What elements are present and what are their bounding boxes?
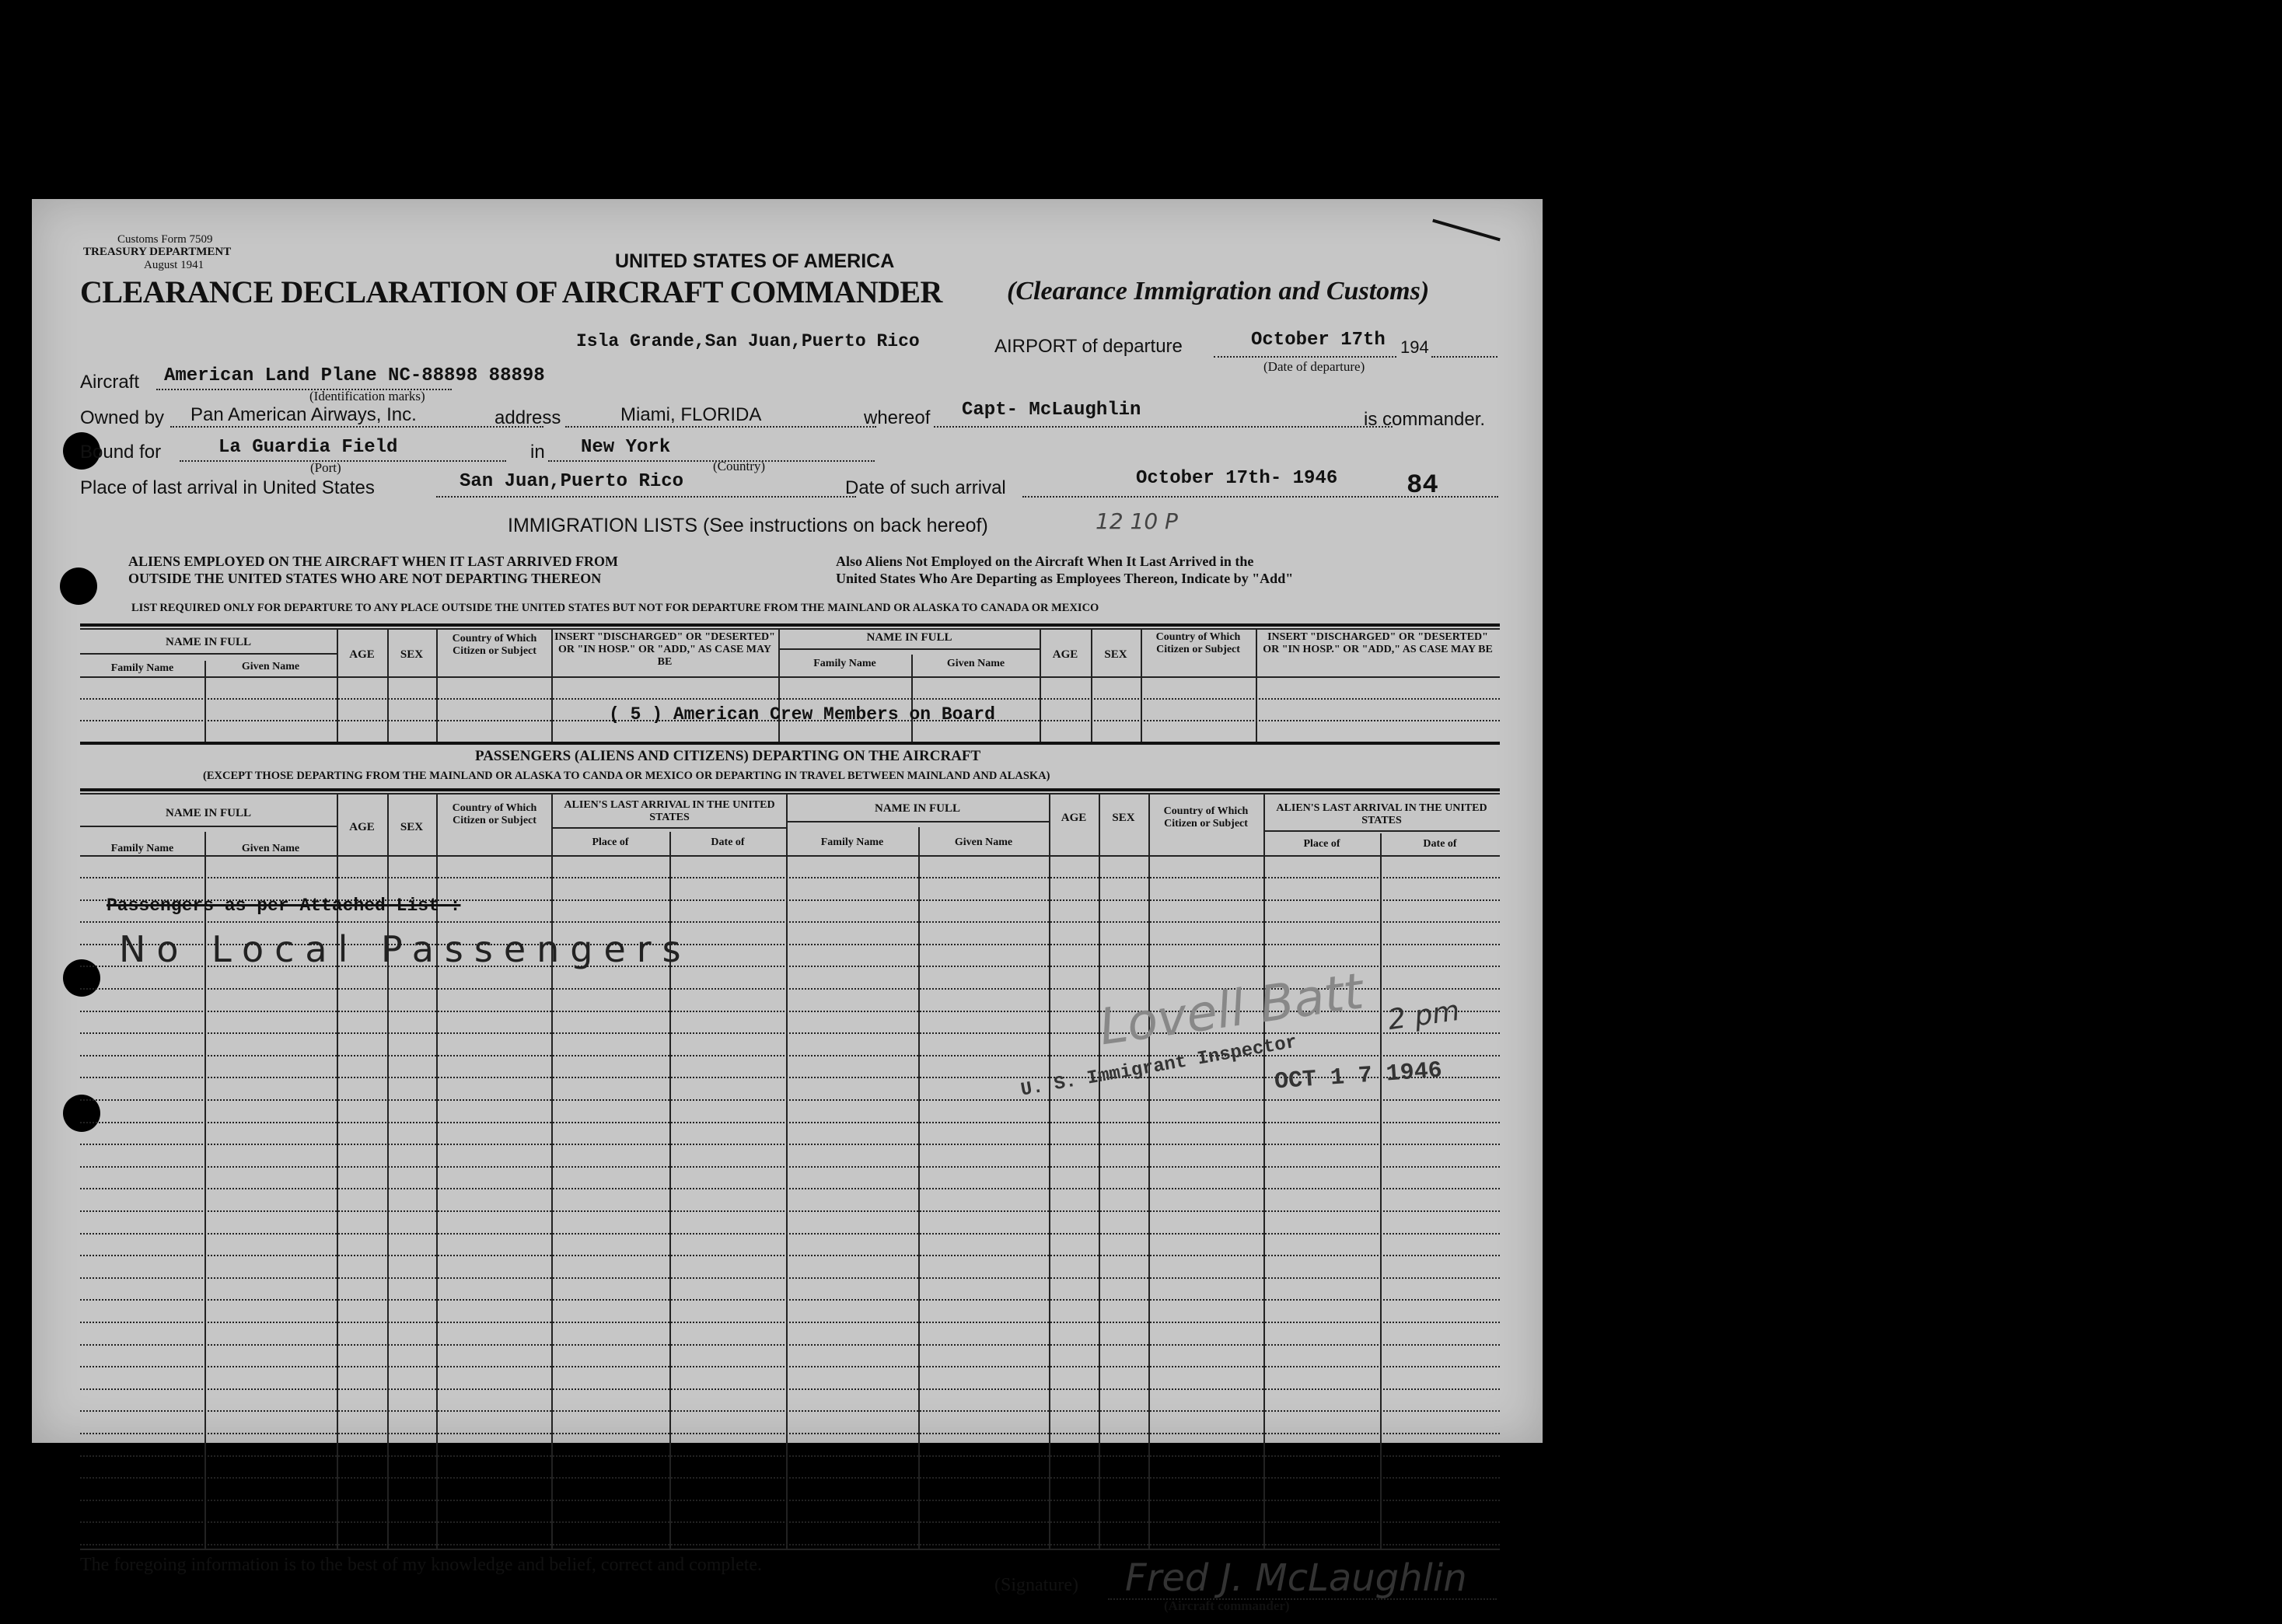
list-required-note: LIST REQUIRED ONLY FOR DEPARTURE TO ANY PLACE OUTSIDE THE UNITED STATES BUT NOT FOR DEPARTURE FROM THE MAINLAND OR ALASKA TO CANADA OR MEXICO bbox=[131, 602, 1099, 614]
pass-col-divider bbox=[1148, 793, 1150, 1549]
crew-table-bottom bbox=[80, 742, 1500, 745]
crew-row-line bbox=[80, 698, 1500, 700]
crew-family-header-right: Family Name bbox=[813, 658, 876, 669]
pass-name-underline bbox=[80, 826, 337, 827]
stamp-date: OCT 1 7 1946 bbox=[1274, 1057, 1443, 1096]
left-list-title-2: OUTSIDE THE UNITED STATES WHO ARE NOT DEPARTING THEREON bbox=[128, 571, 602, 586]
pass-header-bottom bbox=[80, 855, 1500, 857]
crew-country-header-right: Country of Which Citizen or Subject bbox=[1155, 631, 1241, 655]
passenger-row-line bbox=[80, 1144, 1500, 1145]
port-line bbox=[180, 460, 506, 462]
passenger-row-line bbox=[80, 1521, 1500, 1523]
form-number: 84 bbox=[1407, 471, 1438, 501]
pass-country-header-right: Country of Which Citizen or Subject bbox=[1163, 805, 1249, 829]
id-caption: (Identification marks) bbox=[309, 389, 425, 403]
crew-header-bottom bbox=[80, 676, 1500, 678]
pass-name-header: NAME IN FULL bbox=[165, 807, 251, 819]
inspector-signature: Lovell Batt bbox=[1096, 962, 1367, 1057]
pass-date-header: Date of bbox=[711, 836, 745, 848]
punch-hole bbox=[60, 568, 97, 605]
passenger-row-line bbox=[80, 1433, 1500, 1434]
aircraft-value: American Land Plane NC-88898 88898 bbox=[164, 365, 545, 386]
crew-col-divider bbox=[337, 628, 338, 742]
pass-name-header-right: NAME IN FULL bbox=[874, 802, 960, 815]
passenger-row-line bbox=[80, 1055, 1500, 1056]
pass-date-header-right: Date of bbox=[1423, 838, 1457, 850]
crew-given-header: Given Name bbox=[241, 661, 300, 672]
date-caption: (Date of departure) bbox=[1263, 359, 1365, 374]
passenger-row-line bbox=[80, 1322, 1500, 1323]
crew-sex-header: SEX bbox=[400, 648, 424, 661]
passenger-row-line bbox=[80, 1299, 1500, 1301]
left-list-title-1: ALIENS EMPLOYED ON THE AIRCRAFT WHEN IT LAST ARRIVED FROM bbox=[128, 554, 618, 569]
port-caption: (Port) bbox=[310, 460, 341, 475]
pass-last-arrival-header: ALIEN'S LAST ARRIVAL IN THE UNITED STATES bbox=[564, 799, 775, 823]
passenger-table-bottom bbox=[80, 1549, 1500, 1550]
right-list-title-2: United States Who Are Departing as Employees Thereon, Indicate by "Add" bbox=[836, 571, 1294, 586]
crew-age-header: AGE bbox=[349, 648, 375, 661]
passenger-row-line bbox=[80, 1500, 1500, 1501]
signature-caption: (Aircraft commander) bbox=[1164, 1598, 1290, 1613]
crew-family-header: Family Name bbox=[110, 662, 174, 674]
country-title: UNITED STATES OF AMERICA bbox=[615, 250, 895, 272]
pass-sex-header-right: SEX bbox=[1112, 812, 1135, 824]
passengers-heading: PASSENGERS (ALIENS AND CITIZENS) DEPARTING ON THE AIRCRAFT bbox=[475, 748, 981, 764]
crew-name-underline bbox=[80, 653, 337, 655]
crew-name-header-right: NAME IN FULL bbox=[866, 631, 952, 644]
owned-value: Pan American Airways, Inc. bbox=[190, 404, 417, 425]
pass-col-divider bbox=[1099, 793, 1100, 1549]
aircraft-label: Aircraft bbox=[80, 372, 140, 393]
airport-label: AIRPORT of departure bbox=[994, 336, 1183, 357]
passenger-table-top2 bbox=[80, 793, 1500, 795]
country-caption: (Country) bbox=[713, 459, 766, 473]
stamp-time: 2 pm bbox=[1386, 994, 1462, 1037]
pass-age-header: AGE bbox=[349, 821, 375, 833]
pass-place-header-right: Place of bbox=[1303, 838, 1340, 850]
crew-table-top2 bbox=[80, 628, 1500, 630]
passenger-row-line bbox=[80, 1233, 1500, 1235]
crew-sex-header-right: SEX bbox=[1104, 648, 1127, 661]
declaration-text: The foregoing information is to the best of my knowledge and belief, correct and complete. bbox=[80, 1555, 763, 1575]
passenger-row-line bbox=[80, 1122, 1500, 1123]
struck-entry: Passengers as per Attached List : bbox=[107, 896, 461, 916]
pass-given-header-right: Given Name bbox=[954, 836, 1013, 848]
departure-date: October 17th bbox=[1251, 330, 1386, 351]
passenger-row-line bbox=[80, 1099, 1500, 1101]
form-date: August 1941 bbox=[144, 259, 204, 271]
commander-signature: Fred J. McLaughlin bbox=[1125, 1556, 1467, 1600]
crew-insert-header-right: INSERT "DISCHARGED" OR "DESERTED" OR "IN HOSP." OR "ADD," AS CASE MAY BE bbox=[1263, 631, 1493, 655]
passenger-row-line bbox=[80, 1410, 1500, 1412]
passenger-row-line bbox=[80, 1455, 1500, 1457]
passenger-row-line bbox=[80, 921, 1500, 923]
passenger-row-line bbox=[80, 1188, 1500, 1189]
form-title: CLEARANCE DECLARATION OF AIRCRAFT COMMANDER bbox=[80, 274, 942, 309]
passenger-row-line bbox=[80, 1210, 1500, 1212]
pass-col-divider bbox=[551, 793, 553, 1549]
pass-arrival-underline-right bbox=[1263, 830, 1500, 832]
pass-sex-header: SEX bbox=[400, 821, 424, 833]
country-value: New York bbox=[581, 437, 671, 458]
whereof-label: whereof bbox=[864, 407, 931, 428]
passenger-table-top bbox=[80, 788, 1500, 791]
country-line bbox=[548, 460, 875, 462]
passenger-row-line bbox=[80, 877, 1500, 878]
crew-table-top bbox=[80, 623, 1500, 627]
passengers-subheading: (EXCEPT THOSE DEPARTING FROM THE MAINLAND OR ALASKA TO CANDA OR MEXICO OR DEPARTING IN TRAVEL BETWEEN MAINLAND AND ALASKA) bbox=[203, 770, 1050, 782]
crew-col-divider bbox=[436, 628, 438, 742]
crew-name-header: NAME IN FULL bbox=[165, 636, 251, 648]
passenger-row-line bbox=[80, 1366, 1500, 1367]
crew-col-divider bbox=[1256, 628, 1257, 742]
handwritten-entry: No Local Passengers bbox=[119, 928, 692, 970]
commander-line bbox=[934, 426, 1393, 428]
year-line bbox=[1431, 356, 1497, 358]
crew-col-divider bbox=[778, 628, 780, 742]
handwritten-note: 12 10 P bbox=[1096, 508, 1178, 534]
last-arrival-label: Place of last arrival in United States bbox=[80, 477, 375, 498]
crew-entry: ( 5 ) American Crew Members on Board bbox=[609, 704, 995, 725]
pass-col-divider bbox=[1049, 793, 1050, 1549]
arrival-date-label: Date of such arrival bbox=[845, 477, 1006, 498]
crew-country-header: Country of Which Citizen or Subject bbox=[452, 633, 537, 657]
inspector-stamp: U. S. Immigrant Inspector bbox=[1019, 1032, 1299, 1102]
customs-form-number: Customs Form 7509 bbox=[117, 233, 213, 246]
pass-col-divider bbox=[1380, 833, 1382, 1549]
passenger-row-line bbox=[80, 1344, 1500, 1346]
pass-last-arrival-header-right: ALIEN'S LAST ARRIVAL IN THE UNITED STATES bbox=[1276, 802, 1487, 826]
crew-col-divider bbox=[1141, 628, 1142, 742]
last-arrival-line bbox=[436, 496, 856, 498]
passenger-row-line bbox=[80, 1477, 1500, 1479]
pass-col-divider bbox=[786, 793, 788, 1549]
crew-col-divider bbox=[1040, 628, 1041, 742]
year-prefix: 194 bbox=[1400, 337, 1429, 357]
treasury-department: TREASURY DEPARTMENT bbox=[83, 246, 232, 258]
port-value: La Guardia Field bbox=[218, 437, 398, 458]
pass-family-header-right: Family Name bbox=[820, 836, 884, 848]
passenger-row-line bbox=[80, 1388, 1500, 1390]
pass-family-header: Family Name bbox=[110, 843, 174, 854]
right-list-title-1: Also Aliens Not Employed on the Aircraft When It Last Arrived in the bbox=[836, 554, 1254, 569]
arrival-date-value: October 17th- 1946 bbox=[1136, 468, 1338, 489]
airport-value: Isla Grande,San Juan,Puerto Rico bbox=[576, 331, 920, 351]
commander-label: is commander. bbox=[1364, 409, 1486, 430]
owned-line bbox=[170, 426, 543, 428]
bound-label: Bound for bbox=[80, 442, 162, 463]
declaration-form bbox=[32, 199, 1543, 1613]
address-label: address bbox=[494, 407, 561, 428]
crew-insert-header: INSERT "DISCHARGED" OR "DESERTED" OR "IN HOSP." OR "ADD," AS CASE MAY BE bbox=[554, 631, 775, 668]
pass-country-header: Country of Which Citizen or Subject bbox=[452, 802, 537, 826]
passenger-row-line bbox=[80, 1166, 1500, 1168]
owned-label: Owned by bbox=[80, 407, 165, 428]
pass-given-header: Given Name bbox=[241, 843, 300, 854]
pass-name-underline-right bbox=[786, 821, 1049, 822]
commander-value: Capt- McLaughlin bbox=[962, 400, 1141, 421]
crew-name-underline-right bbox=[778, 648, 1040, 650]
pass-arrival-underline bbox=[551, 827, 786, 829]
passenger-row-line bbox=[80, 1255, 1500, 1256]
signature-label: (Signature) bbox=[994, 1575, 1078, 1595]
pass-place-header: Place of bbox=[592, 836, 629, 848]
pen-mark bbox=[1432, 219, 1501, 242]
crew-given-header-right: Given Name bbox=[946, 658, 1005, 669]
airport-line bbox=[1214, 356, 1396, 358]
in-label: in bbox=[530, 442, 545, 463]
address-value: Miami, FLORIDA bbox=[620, 404, 762, 425]
crew-col-divider bbox=[1091, 628, 1092, 742]
last-arrival-value: San Juan,Puerto Rico bbox=[460, 471, 684, 492]
form-subtitle: (Clearance Immigration and Customs) bbox=[1007, 277, 1430, 306]
crew-age-header-right: AGE bbox=[1052, 648, 1078, 661]
pass-col-divider bbox=[1263, 793, 1265, 1549]
passenger-row-line bbox=[80, 1277, 1500, 1279]
immigration-heading: IMMIGRATION LISTS (See instructions on back hereof) bbox=[508, 515, 988, 536]
crew-col-divider bbox=[387, 628, 389, 742]
address-line bbox=[565, 426, 876, 428]
pass-age-header-right: AGE bbox=[1061, 812, 1087, 824]
passenger-row-line bbox=[80, 1544, 1500, 1545]
